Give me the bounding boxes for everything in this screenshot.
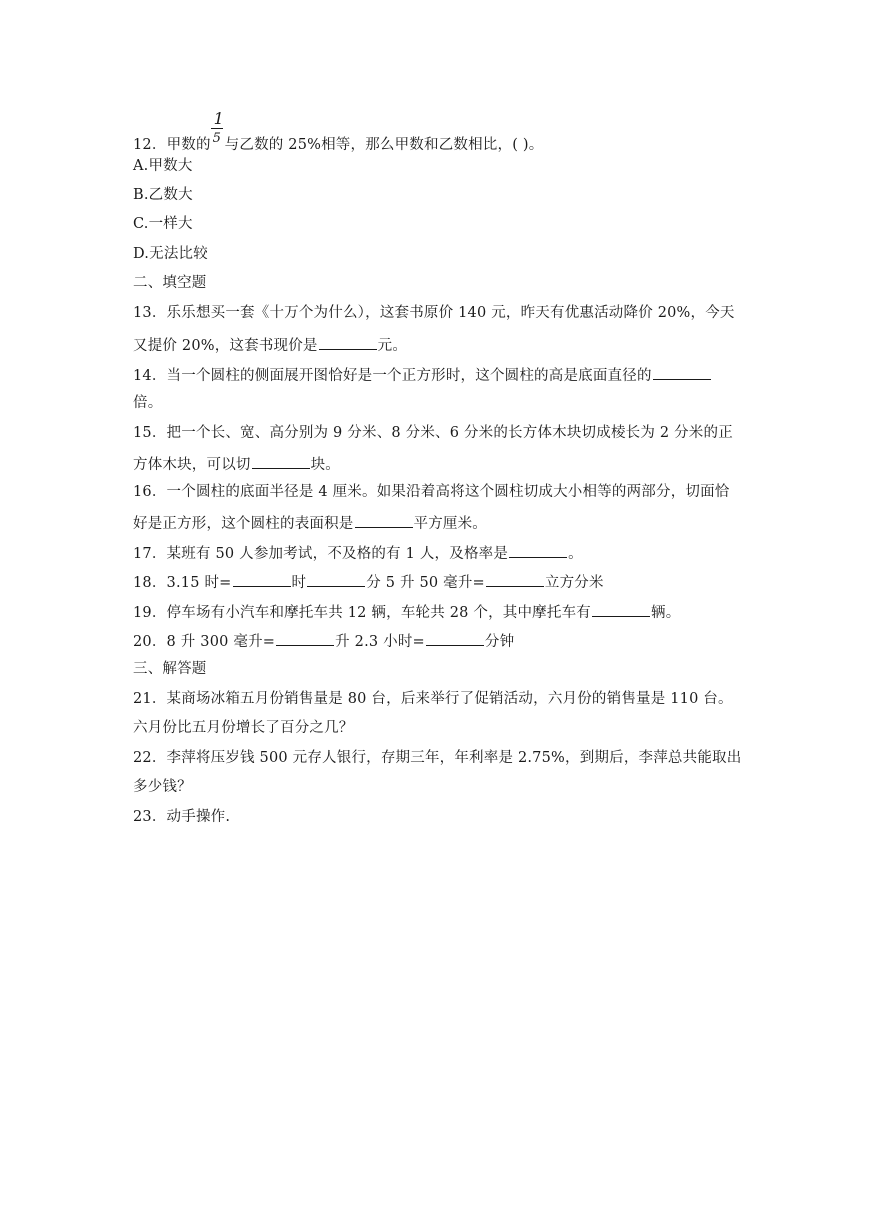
answer-blank[interactable]	[307, 570, 365, 587]
question-15-line2	[133, 452, 340, 475]
answer-blank[interactable]	[653, 363, 711, 380]
question-18	[133, 570, 604, 593]
question-17	[133, 541, 583, 564]
section-heading-solve: 三、解答题	[133, 661, 207, 677]
question-15-text: 方体木块，可以切	[133, 457, 251, 473]
question-18-text: 18．3.15 时=	[133, 575, 232, 591]
fraction-denominator: 5	[212, 131, 222, 146]
option-b: B.乙数大	[133, 187, 193, 203]
question-12-num: 12．	[133, 137, 167, 153]
answer-blank[interactable]	[592, 600, 650, 617]
question-16-line1: 16．一个圆柱的底面半径是 4 厘米。如果沿着高将这个圆柱切成大小相等的两部分，切面恰	[133, 484, 730, 500]
question-12	[133, 109, 544, 155]
question-16-text: 好是正方形，这个圆柱的表面积是	[133, 516, 354, 532]
question-14-line1	[133, 363, 712, 386]
question-16-line2	[133, 511, 487, 534]
option-d: D.无法比较	[133, 246, 208, 262]
question-14-text: 14．当一个圆柱的侧面展开图恰好是一个正方形时，这个圆柱的高是底面直径的	[133, 368, 652, 384]
question-20-text: 20．8 升 300 毫升=	[133, 634, 276, 650]
question-19-text: 19．停车场有小汽车和摩托车共 12 辆，车轮共 28 个，其中摩托车有	[133, 605, 591, 621]
answer-blank[interactable]	[276, 629, 334, 646]
question-17-end: 。	[568, 546, 583, 562]
question-14-line2: 倍。	[133, 395, 163, 411]
question-21-line1: 21．某商场冰箱五月份销售量是 80 台，后来举行了促销活动，六月份的销售量是 110 台。	[133, 691, 733, 707]
question-18-unit-min: 分 5 升 50 毫升=	[366, 575, 485, 591]
option-c: C.一样大	[133, 216, 193, 232]
fraction-numerator: 1	[213, 109, 225, 128]
question-13-text: 又提价 20%，这套书现价是	[133, 338, 318, 354]
question-13-line2	[133, 333, 407, 356]
answer-blank[interactable]	[355, 511, 413, 528]
question-15-line1: 15．把一个长、宽、高分别为 9 分米、8 分米、6 分米的长方体木块切成棱长为 2 分米的正	[133, 425, 733, 441]
question-20	[133, 629, 514, 652]
question-22-line1: 22．李萍将压岁钱 500 元存人银行，存期三年，年利率是 2.75%，到期后，李萍总共能取出	[133, 750, 742, 766]
fraction-one-fifth	[211, 109, 225, 149]
question-13-unit: 元。	[377, 338, 408, 354]
question-16-unit: 平方厘米。	[413, 516, 487, 532]
section-heading-fill-in: 二、填空题	[133, 275, 207, 291]
question-15-unit: 块。	[310, 457, 341, 473]
question-22-line2: 多少钱？	[133, 779, 192, 795]
question-12-post: 与乙数的 25%相等，那么甲数和乙数相比，( )。	[224, 137, 544, 153]
question-13-line1: 13．乐乐想买一套《十万个为什么），这套书原价 140 元，昨天有优惠活动降价 20%，今天	[133, 305, 735, 321]
answer-blank[interactable]	[233, 570, 291, 587]
question-20-unit: 分钟	[484, 634, 515, 650]
question-21-line2: 六月份比五月份增长了百分之几？	[133, 720, 354, 736]
question-12-pre: 甲数的	[166, 137, 211, 153]
answer-blank[interactable]	[426, 629, 484, 646]
answer-blank[interactable]	[319, 333, 377, 350]
option-a: A.甲数大	[133, 158, 193, 174]
question-17-text: 17．某班有 50 人参加考试，不及格的有 1 人，及格率是	[133, 546, 509, 562]
question-19-unit: 辆。	[651, 605, 681, 621]
answer-blank[interactable]	[486, 570, 544, 587]
answer-blank[interactable]	[252, 452, 310, 469]
question-18-unit-hour: 时	[291, 575, 307, 591]
question-18-unit-volume: 立方分米	[544, 575, 604, 591]
question-20-mid: 升 2.3 小时=	[335, 634, 425, 650]
answer-blank[interactable]	[509, 541, 567, 558]
question-23: 23．动手操作.	[133, 809, 231, 825]
question-19	[133, 600, 680, 623]
